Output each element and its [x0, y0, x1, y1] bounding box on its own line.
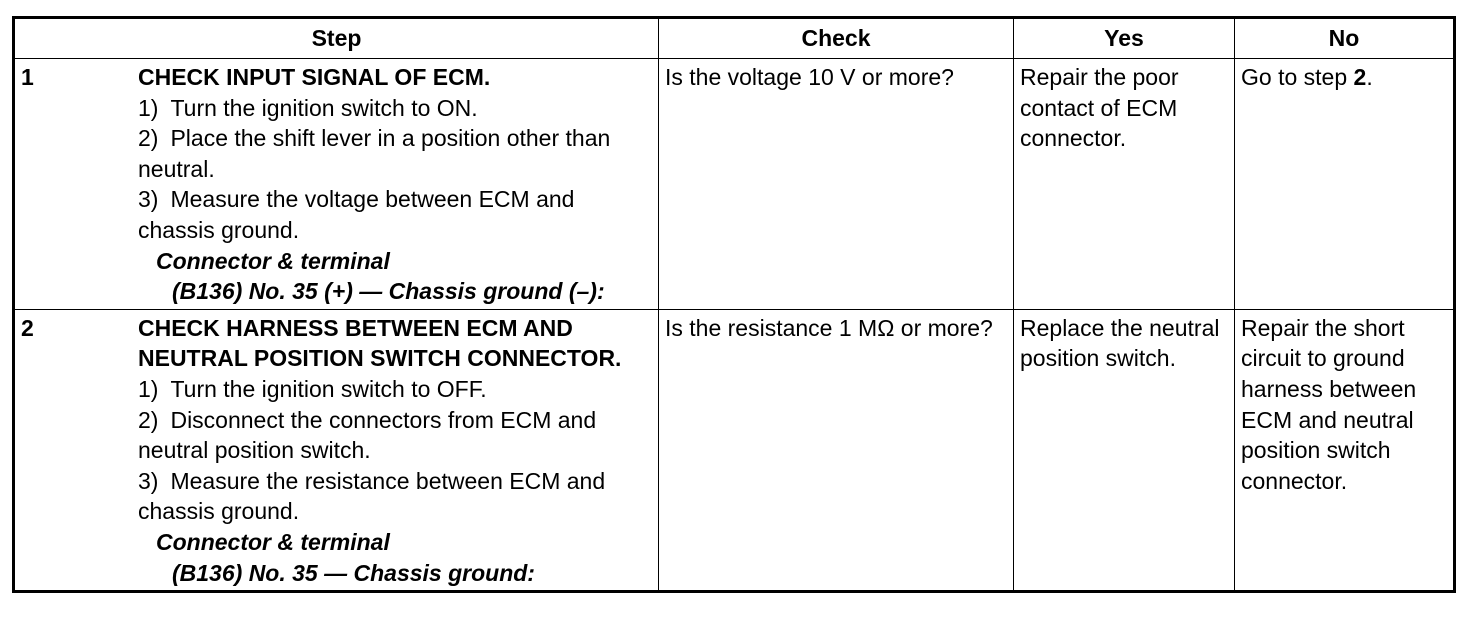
step-cell [14, 309, 659, 591]
instruction-block [138, 374, 652, 588]
header-check: Check [659, 18, 1014, 59]
connector-label: Connector & terminal [156, 247, 390, 274]
instruction-item: 2) Disconnect the connectors from ECM and neutral position switch. [138, 406, 597, 464]
check-cell: Is the voltage 10 V or more? [659, 59, 1014, 310]
header-no: No [1235, 18, 1455, 59]
diagnostic-table [12, 16, 1456, 593]
connector-value: (B136) No. 35 (+) — Chassis ground (–): [172, 278, 605, 305]
step-number: 1 [21, 64, 34, 90]
table-row [14, 59, 1455, 310]
yes-cell: Replace the neutral position switch. [1014, 309, 1235, 591]
no-cell: Go to step 2. [1235, 59, 1455, 310]
step-link: 2 [1353, 64, 1367, 90]
step-body [138, 313, 652, 374]
step-number: 2 [21, 314, 34, 341]
table-row [14, 309, 1455, 591]
instruction-item: 3) Measure the voltage between ECM and chassis ground. [138, 186, 575, 243]
instruction-item: 1) Turn the ignition switch to ON. [138, 94, 478, 121]
instruction-item: 2) Place the shift lever in a position other than neutral. [138, 125, 611, 182]
step-title: CHECK HARNESS BETWEEN ECM AND NEUTRAL POSITION SWITCH CONNECTOR. [138, 314, 622, 372]
connector-label: Connector & terminal [156, 528, 390, 555]
no-cell: Repair the short circuit to ground harness between ECM and neutral position switch connector. [1235, 309, 1455, 591]
instruction-block [138, 123, 652, 307]
step-body [138, 62, 652, 123]
header-yes: Yes [1014, 18, 1235, 59]
step-cell [14, 59, 659, 310]
instruction-item: 1) Turn the ignition switch to OFF. [138, 375, 487, 402]
step-title: CHECK INPUT SIGNAL OF ECM. [138, 64, 491, 90]
yes-cell: Repair the poor contact of ECM connector. [1014, 59, 1235, 310]
header-step: Step [14, 18, 659, 59]
check-cell: Is the resistance 1 MΩ or more? [659, 309, 1014, 591]
instruction-item: 3) Measure the resistance between ECM and chassis ground. [138, 467, 606, 525]
connector-value: (B136) No. 35 — Chassis ground: [172, 559, 535, 586]
header-row [14, 18, 1455, 59]
